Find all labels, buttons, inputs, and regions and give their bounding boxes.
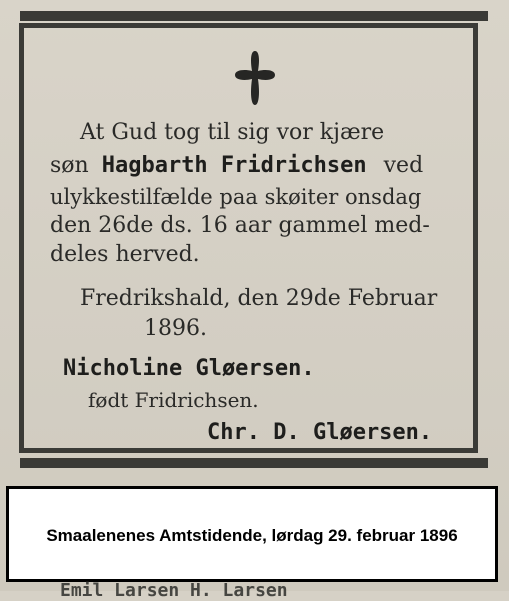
caption-text: Smaalenenes Amtstidende, lørdag 29. februar 1896 [46, 526, 458, 545]
signer-2: Chr. D. Gløersen. [207, 420, 433, 445]
notice-line-1: At Gud tog til sig vor kjære [80, 120, 385, 145]
cross-icon [232, 49, 278, 107]
notice-line-5: deles herved. [50, 242, 200, 267]
caption-box [6, 486, 498, 582]
next-column-fragment: Emil Larsen H. Larsen [60, 580, 288, 601]
notice-line-2-pre: søn [50, 153, 89, 178]
signer-1-note: født Fridrichsen. [88, 388, 259, 412]
place-date: Fredrikshald, den 29de Februar [80, 286, 438, 311]
year: 1896. [144, 316, 207, 341]
top-rule [20, 11, 488, 21]
notice-line-3: ulykkestilfælde paa skøiter onsdag [50, 185, 422, 209]
signer-1: Nicholine Gløersen. [63, 356, 315, 381]
bottom-rule [20, 458, 488, 468]
notice-line-2 [50, 153, 423, 179]
notice-line-4: den 26de ds. 16 aar gammel med- [50, 213, 430, 238]
notice-line-2-post: ved [383, 153, 424, 178]
deceased-name: Hagbarth Fridrichsen [101, 153, 367, 178]
